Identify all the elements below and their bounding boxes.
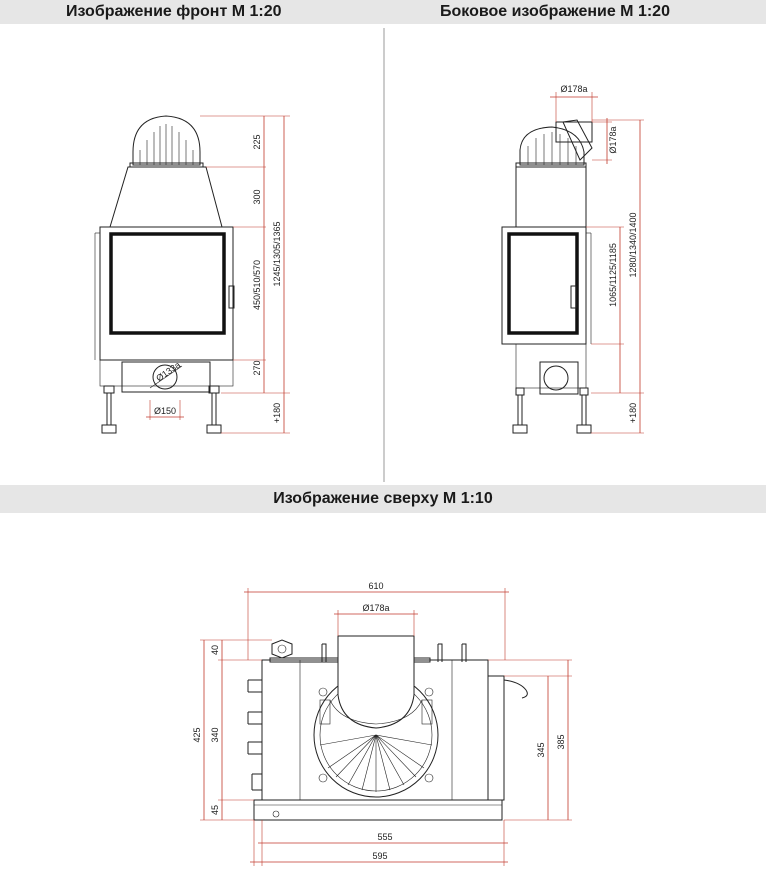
front-dim-270: 270	[252, 360, 262, 376]
side-dim-flue-vertical: Ø178a	[608, 126, 618, 154]
side-view-title: Боковое изображение М 1:20	[440, 3, 670, 20]
top-bracket-1	[248, 680, 262, 692]
front-dim-dia-133: Ø133a	[154, 359, 183, 384]
front-dim-300: 300	[252, 189, 262, 205]
top-handle	[504, 680, 527, 698]
front-glass-door	[111, 234, 224, 333]
top-dim-345: 345	[536, 742, 546, 758]
front-dim-dia-150: Ø150	[153, 406, 177, 416]
side-hood	[516, 167, 586, 227]
front-hood	[110, 167, 222, 227]
side-view	[502, 84, 644, 433]
top-view	[192, 581, 572, 866]
top-flue-collar	[338, 636, 414, 728]
top-hex-nut	[272, 640, 292, 658]
front-dome-ribs	[140, 124, 193, 165]
top-dim-425: 425	[192, 727, 202, 743]
side-glass-door	[509, 234, 577, 333]
side-flue-elbow	[563, 120, 592, 160]
top-dim-40: 40	[210, 644, 220, 656]
front-view	[95, 116, 290, 433]
top-dim-595: 595	[372, 851, 388, 861]
top-dim-flue: Ø178a	[362, 603, 390, 613]
side-dim-total: 1280/1340/1400	[628, 212, 638, 278]
top-dim-340: 340	[210, 727, 220, 743]
front-leg-left	[104, 386, 114, 393]
front-dim-total: 1245/1305/1365	[272, 221, 282, 287]
top-dim-45: 45	[210, 804, 220, 816]
front-dim-225: 225	[252, 134, 262, 150]
top-front-plate	[254, 800, 502, 820]
side-dim-flue: Ø178a	[560, 84, 588, 94]
front-dim-180: +180	[272, 402, 282, 424]
top-side-panel	[488, 676, 504, 800]
side-dim-180: +180	[628, 402, 638, 424]
side-leg-front	[516, 388, 524, 395]
side-leg-back	[580, 388, 588, 395]
top-dim-385: 385	[556, 734, 566, 750]
top-dim-555: 555	[377, 832, 393, 842]
front-dim-door: 450/510/570	[252, 259, 262, 311]
top-dim-610: 610	[368, 581, 384, 591]
top-view-title: Изображение сверху М 1:10	[273, 490, 493, 507]
front-view-title: Изображение фронт М 1:20	[66, 3, 282, 20]
side-flue-spigot	[556, 122, 592, 142]
side-dim-door: 1065/1125/1185	[608, 243, 618, 307]
front-dome	[133, 116, 200, 165]
side-dome-ribs	[528, 132, 576, 165]
